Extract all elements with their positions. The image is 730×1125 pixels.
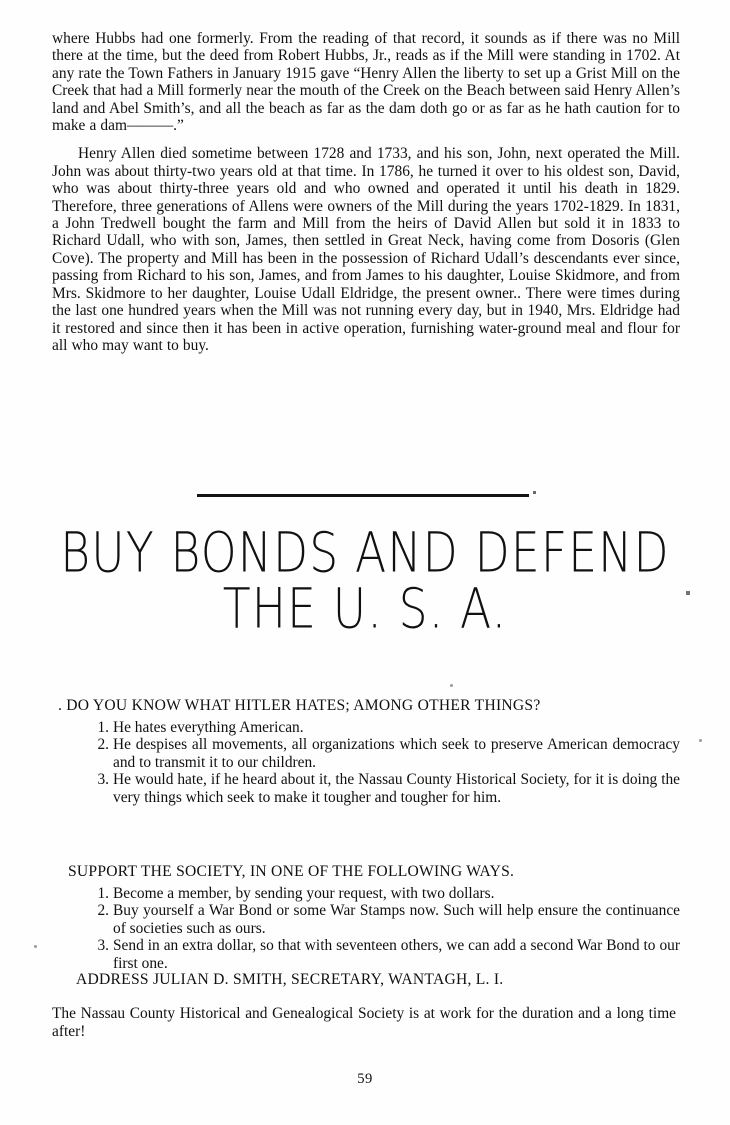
numbered-list bbox=[52, 885, 680, 972]
section-heading: . DO YOU KNOW WHAT HITLER HATES; AMONG OTHER THINGS? bbox=[58, 697, 541, 714]
divider-rule bbox=[197, 494, 529, 497]
scan-speck-icon bbox=[699, 739, 702, 742]
address-line: ADDRESS JULIAN D. SMITH, SECRETARY, WANTAGH, L. I. bbox=[76, 971, 504, 988]
list-item bbox=[52, 937, 680, 972]
closing-paragraph: The Nassau County Historical and Genealogical Society is at work for the duration and a long time after! bbox=[52, 1005, 676, 1040]
address-block bbox=[52, 970, 680, 989]
list-item-text: He hates everything American. bbox=[113, 719, 304, 736]
list-item bbox=[52, 771, 680, 806]
body-text-block bbox=[52, 30, 680, 354]
list-item-number: 2. bbox=[97, 902, 109, 920]
list-item-number: 1. bbox=[97, 719, 109, 736]
section-support-society bbox=[52, 862, 680, 972]
numbered-list bbox=[52, 719, 680, 806]
scan-speck-icon bbox=[34, 945, 37, 948]
section-hitler-hates bbox=[52, 696, 680, 806]
list-item-text: Buy yourself a War Bond or some War Stamps now. Such will help ensure the continuance of societies such as ours. bbox=[113, 902, 680, 937]
paragraph-1: where Hubbs had one formerly. From the reading of that record, it sounds as if there was no Mill there at the time, but the deed from Robert Hubbs, Jr., reads as if the Mill were standing in 1702. At any rate the Town Fathers in January 1915 gave “Henry Allen the liberty to set up a Grist Mill on the Creek that had a Mill formerly near the mouth of the Creek on the Beach between said Henry Allen’s land and Abel Smith’s, and all the beach as far as the dam doth go or as far as he hath caution for to make a dam———.” bbox=[52, 30, 680, 135]
list-item-text: Send in an extra dollar, so that with seventeen others, we can add a second War Bond to our first one. bbox=[113, 937, 680, 972]
page-number: 59 bbox=[357, 1071, 373, 1087]
list-item-text: He despises all movements, all organizations which seek to preserve American democracy and to transmit it to our children. bbox=[113, 736, 680, 771]
list-item-number: 2. bbox=[97, 736, 109, 754]
list-item bbox=[52, 719, 680, 736]
list-item-number: 1. bbox=[97, 885, 109, 902]
paragraph-2: Henry Allen died sometime between 1728 and 1733, and his son, John, next operated the Mill. John was about thirty-two years old at that time. In 1786, he turned it over to his oldest son, David, who was about thirty-three years old and who owned and operated it until his death in 1829. Therefore, three generations of Allens were owners of the Mill during the years 1702-1829. In 1831, a John Tredwell bought the farm and Mill from the heirs of David Allen but sold it in 1833 to Richard Udall, who with son, James, then settled in Great Neck, having come from Dosoris (Glen Cove). The property and Mill has been in the possession of Richard Udall’s descendants ever since, passing from Richard to his son, James, and from James to his daughter, Louise Skidmore, and from Mrs. Skidmore to her daughter, Louise Udall Eldridge, the present owner.. There were times during the last one hundred years when the Mill was not running every day, but in 1940, Mrs. Eldridge had it restored and since then it has been in active operation, furnishing water-ground meal and flour for all who may want to buy. bbox=[52, 145, 680, 354]
list-item bbox=[52, 736, 680, 771]
closing-block bbox=[52, 1005, 676, 1040]
headline-line-2: THE U. S. A. bbox=[222, 577, 508, 642]
list-item bbox=[52, 902, 680, 937]
scan-speck-icon bbox=[450, 684, 453, 687]
headline-line-1: BUY BONDS AND DEFEND bbox=[60, 521, 670, 586]
list-item bbox=[52, 885, 680, 902]
scan-speck-icon bbox=[686, 591, 690, 595]
list-item-number: 3. bbox=[97, 771, 109, 789]
display-headline bbox=[0, 521, 730, 642]
list-item-number: 3. bbox=[97, 937, 109, 955]
scan-speck-icon bbox=[533, 491, 536, 494]
section-divider bbox=[52, 489, 680, 503]
list-item-text: Become a member, by sending your request, with two dollars. bbox=[113, 885, 495, 902]
list-item-text: He would hate, if he heard about it, the Nassau County Historical Society, for it is doing the very things which seek to make it tougher and tougher for him. bbox=[113, 771, 680, 806]
section-heading: SUPPORT THE SOCIETY, IN ONE OF THE FOLLOWING WAYS. bbox=[68, 863, 515, 880]
